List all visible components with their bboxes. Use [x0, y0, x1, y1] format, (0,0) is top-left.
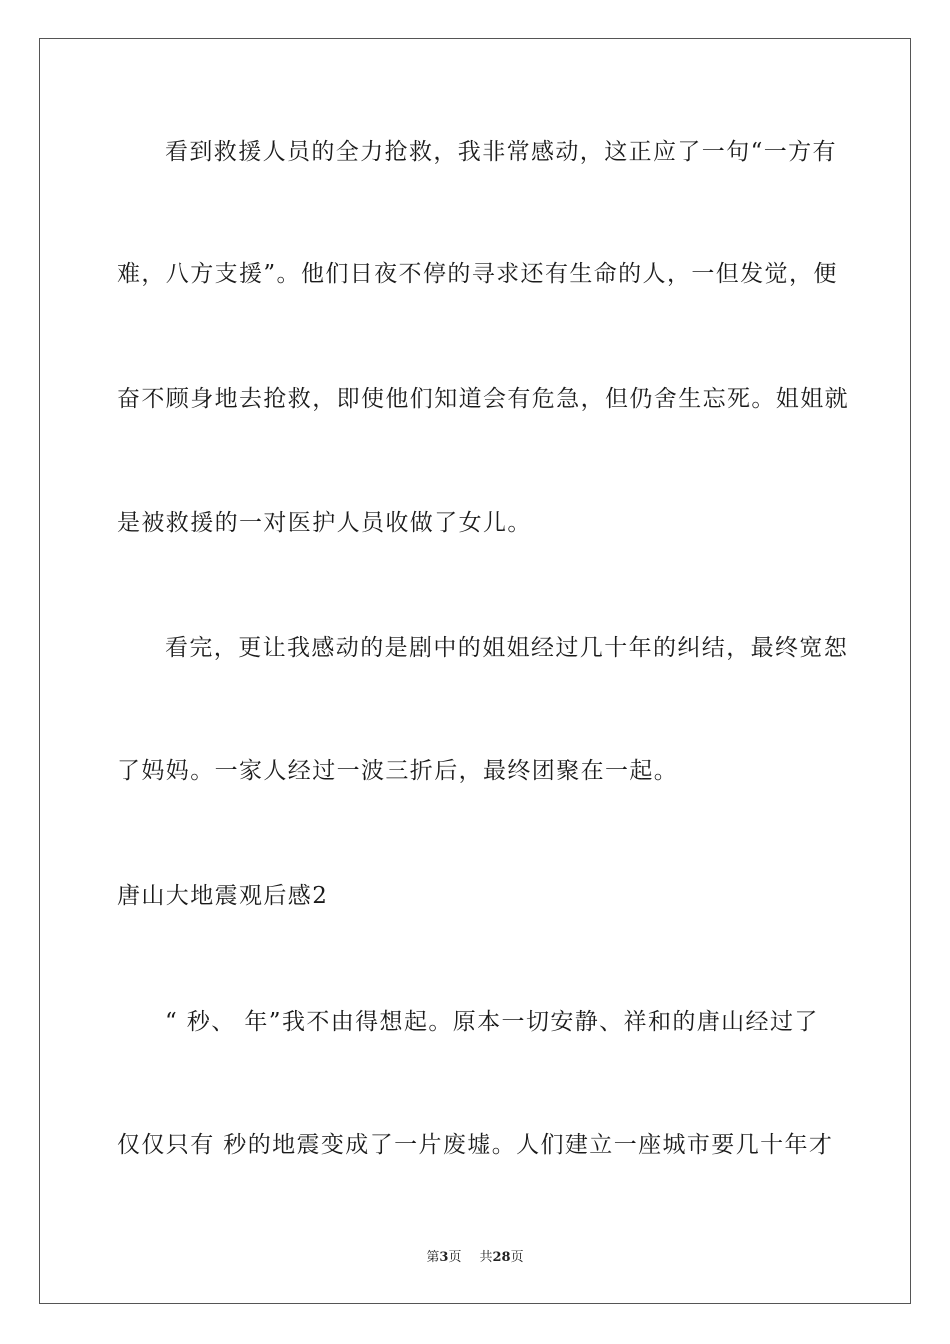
page-footer [0, 1246, 950, 1265]
paragraph-line: 看到救援人员的全力抢救，我非常感动，这正应了一句“一方有 [165, 139, 837, 165]
paragraph-line: 仅仅只有 秒的地震变成了一片废墟。人们建立一座城市要几十年才 [117, 1132, 834, 1158]
total-prefix: 共 [479, 1250, 493, 1265]
total-pages: 28 [492, 1250, 511, 1265]
page-prefix: 第 [426, 1250, 440, 1265]
total-suffix: 页 [510, 1250, 524, 1265]
paragraph-line: 了妈妈。一家人经过一波三折后，最终团聚在一起。 [117, 758, 679, 784]
paragraph-line: 是被救援的一对医护人员收做了女儿。 [117, 510, 532, 536]
paragraph-line: “ 秒、 年”我不由得想起。原本一切安静、祥和的唐山经过了 [165, 1009, 819, 1035]
page-frame [39, 38, 911, 1304]
paragraph-line: 奋不顾身地去抢救，即使他们知道会有危急，但仍舍生忘死。姐姐就 [117, 386, 849, 412]
page-suffix: 页 [448, 1250, 462, 1265]
section-heading: 唐山大地震观后感2 [117, 883, 329, 909]
paragraph-line: 难，八方支援”。他们日夜不停的寻求还有生命的人，一但发觉，便 [117, 261, 838, 287]
page-number: 3 [439, 1250, 449, 1265]
paragraph-line: 看完，更让我感动的是剧中的姐姐经过几十年的纠结，最终宽恕 [165, 635, 849, 661]
